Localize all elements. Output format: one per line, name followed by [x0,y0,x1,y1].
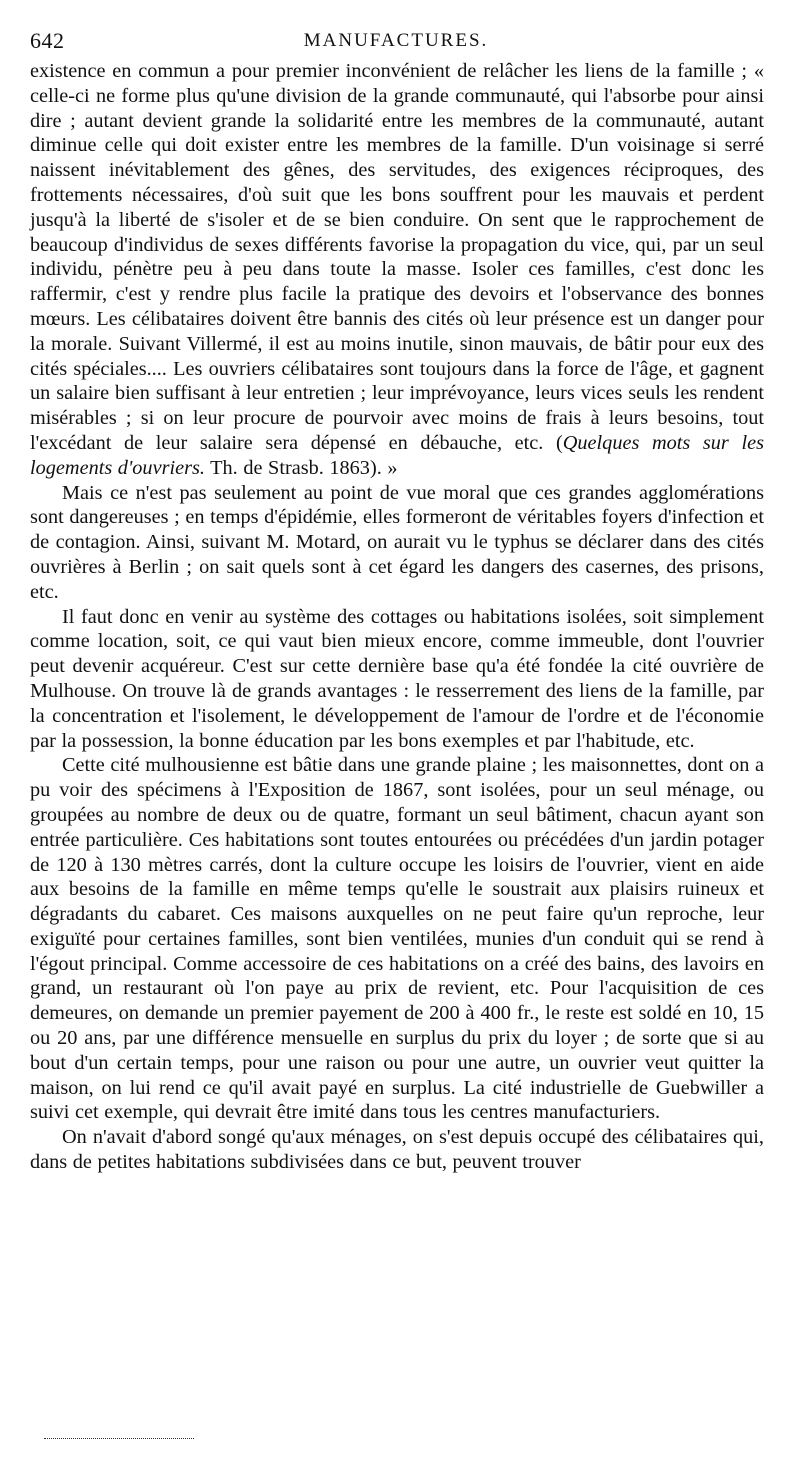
paragraph-mulhouse: Cette cité mulhousienne est bâtie dans une grande plaine ; les maisonnettes, dont on a pu voir des spécimens à l'Exposition de 1867, sont isolées, pour un seul ménage, ou groupées au nombre de deux ou de quatre, formant un seul bâtiment, chacun ayant son entrée particulière. Ces habitations sont toutes entourées ou précédées d'un jardin potager de 120 à 130 mètres carrés, dont la culture occupe les loisirs de l'ouvrier, vient en aide aux besoins de la famille en même temps qu'elle le soustrait aux plaisirs ruineux et dégradants du cabaret. Ces maisons auxquelles on ne peut faire qu'un reproche, leur exiguïté pour certaines familles, sont bien ventilées, munies d'un conduit qui se rend à l'égout principal. Comme accessoire de ces habitations on a créé des bains, des lavoirs en grand, un restaurant où l'on paye au prix de revient, etc. Pour l'acquisition de ces demeures, on demande un premier payement de 200 à 400 fr., le reste est soldé en 10, 15 ou 20 ans, par une différence mensuelle en surplus du prix du loyer ; de sorte que si au bout d'un certain temps, pour une raison ou pour une autre, un ouvrier veut quitter la maison, on lui rend ce qu'il avait payé en surplus. La cité industrielle de Guebwiller a suivi cet exemple, qui devrait être imité dans tous les centres manufacturiers. [30,754,764,1124]
running-title: MANUFACTURES. [303,30,489,51]
body-text [30,59,764,1175]
paragraph-text: existence en commun a pour premier inconvénient de relâcher les liens de la famille ; « celle-ci ne forme plus qu'une division de la grande communauté, qui l'absorbe pour ainsi dire ; autant devient grande la solidarité entre les membres de la communauté, autant diminue celle qui doit exister entre les membres de la famille. D'un voisinage si serré naissent inévitablement des gênes, des servitudes, des exigences réciproques, des frottements nécessaires, d'où suit que les bons souffrent pour les mauvais et perdent jusqu'à la liberté de s'isoler et de se bien conduire. On sent que le rapprochement de beaucoup d'individus de sexes différents favorise la propagation du vice, qui, par un seul individu, pénètre peu à peu dans toute la masse. Isoler ces familles, c'est donc les raffermir, c'est y rendre plus facile la pratique des devoirs et l'observance des bonnes mœurs. Les célibataires doivent être bannis des cités où leur présence est un danger pour la morale. Suivant Villermé, il est au moins inutile, sinon mauvais, de bâtir pour eux des cités spéciales.... Les ouvriers célibataires sont toujours dans la force de l'âge, et gagnent un salaire bien suffisant à leur entretien ; leur imprévoyance, leurs vices seuls les rendent misérables ; si on leur procure de pourvoir avec moins de frais à leurs besoins, tout l'excédant de leur salaire sera dépensé en débauche, etc. [30,60,764,454]
paragraph-celibataires: On n'avait d'abord songé qu'aux ménages, on s'est depuis occupé des célibataires qui, dans de petites habitations subdivisées dans ce but, peuvent trouver [30,1126,764,1174]
paragraph-quote [30,59,764,481]
citation-title: Quelques mots sur les logements d'ouvriers. [30,431,764,479]
citation-open: ( [555,431,563,454]
paragraph-epidemic: Mais ce n'est pas seulement au point de vue moral que ces grandes agglomérations sont dangereuses ; en temps d'épidémie, elles formeront de véritables foyers d'infection et de contagion. Ainsi, suivant M. Motard, on aurait vu le typhus se déclarer dans des cités ouvrières à Berlin ; on sait quels sont à cet égard les dangers des casernes, des prisons, etc. [30,481,764,603]
page-header [30,28,762,58]
footer-dotted-rule [44,1438,194,1439]
citation-source: Th. de Strasb. 1863). » [204,456,398,479]
page-number: 642 [30,28,65,53]
paragraph-cottages: Il faut donc en venir au système des cottages ou habitations isolées, soit simplement comme location, soit, ce qui vaut bien mieux encore, comme immeuble, dont l'ouvrier peut devenir acquéreur. C'est sur cette dernière base qu'a été fondée la cité ouvrière de Mulhouse. On trouve là de grands avantages : le resserrement des liens de la famille, par la concentration et l'isolement, le développement de l'amour de l'ordre et de l'économie par la possession, la bonne éducation par les bons exemples et par l'habitude, etc. [30,605,764,752]
